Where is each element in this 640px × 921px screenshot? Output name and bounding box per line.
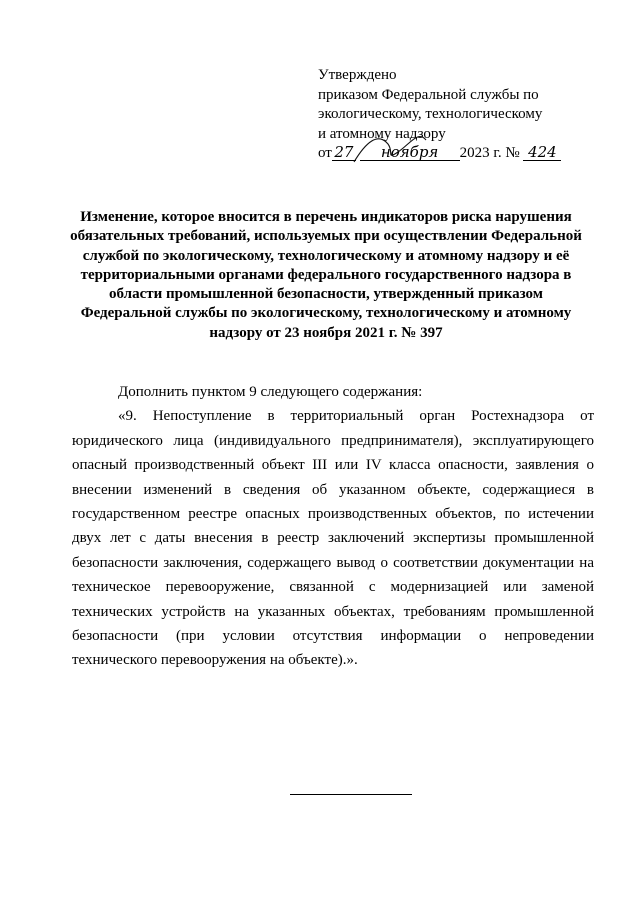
date-prefix: от [318,145,332,161]
date-year-text: 2023 г. № [459,145,520,161]
intro-line: Дополнить пунктом 9 следующего содержания: [118,384,423,400]
approval-order-line: приказом Федеральной службы по [318,86,539,103]
approval-heading: Утверждено [318,67,397,83]
approval-date-line [318,144,578,164]
document-body [72,380,594,673]
approval-block [318,66,578,164]
approval-agency-line-2: и атомному надзору [318,125,446,142]
order-number-handwritten: 424 [523,145,561,161]
amendment-paragraph: «9. Непоступление в территориальный орган Ростехнадзора от юридического лица (индивидуального предпринимателя), эксплуатирующего опасный производственный объект III или IV класса опасности, заявления о внесении изменений в сведения об указанном объекте, содержащиеся в государственном реестре опасных производственных объектов, по истечении двух лет с даты внесения в реестр заключений экспертизы промышленной безопасности заключения, содержащего вывод о соответствии документации на техническое перевооружение, связанной с модернизацией или заменой технических устройств на указанных объектах, требованиям промышленной безопасности (при условии отсутствия информации о непроведении технического перевооружения на объекте).». [72,408,594,669]
approval-agency-line: экологическому, технологическому [318,106,543,122]
end-divider-line [290,794,412,795]
date-day-handwritten: 27 [332,145,356,161]
date-month-handwritten: ноября [360,145,460,161]
document-title: Изменение, которое вносится в перечень индикаторов риска нарушения обязательных требований, используемых при осуществлении Федеральной службой по экологическому, технологическому и атомному надзору и её территориальными органами федерального государственного надзора в области промышленной безопасности, утвержденный приказом Федеральной службы по экологическому, технологическому и атомному надзору от 23 ноября 2021 г. № 397 [70,209,582,341]
